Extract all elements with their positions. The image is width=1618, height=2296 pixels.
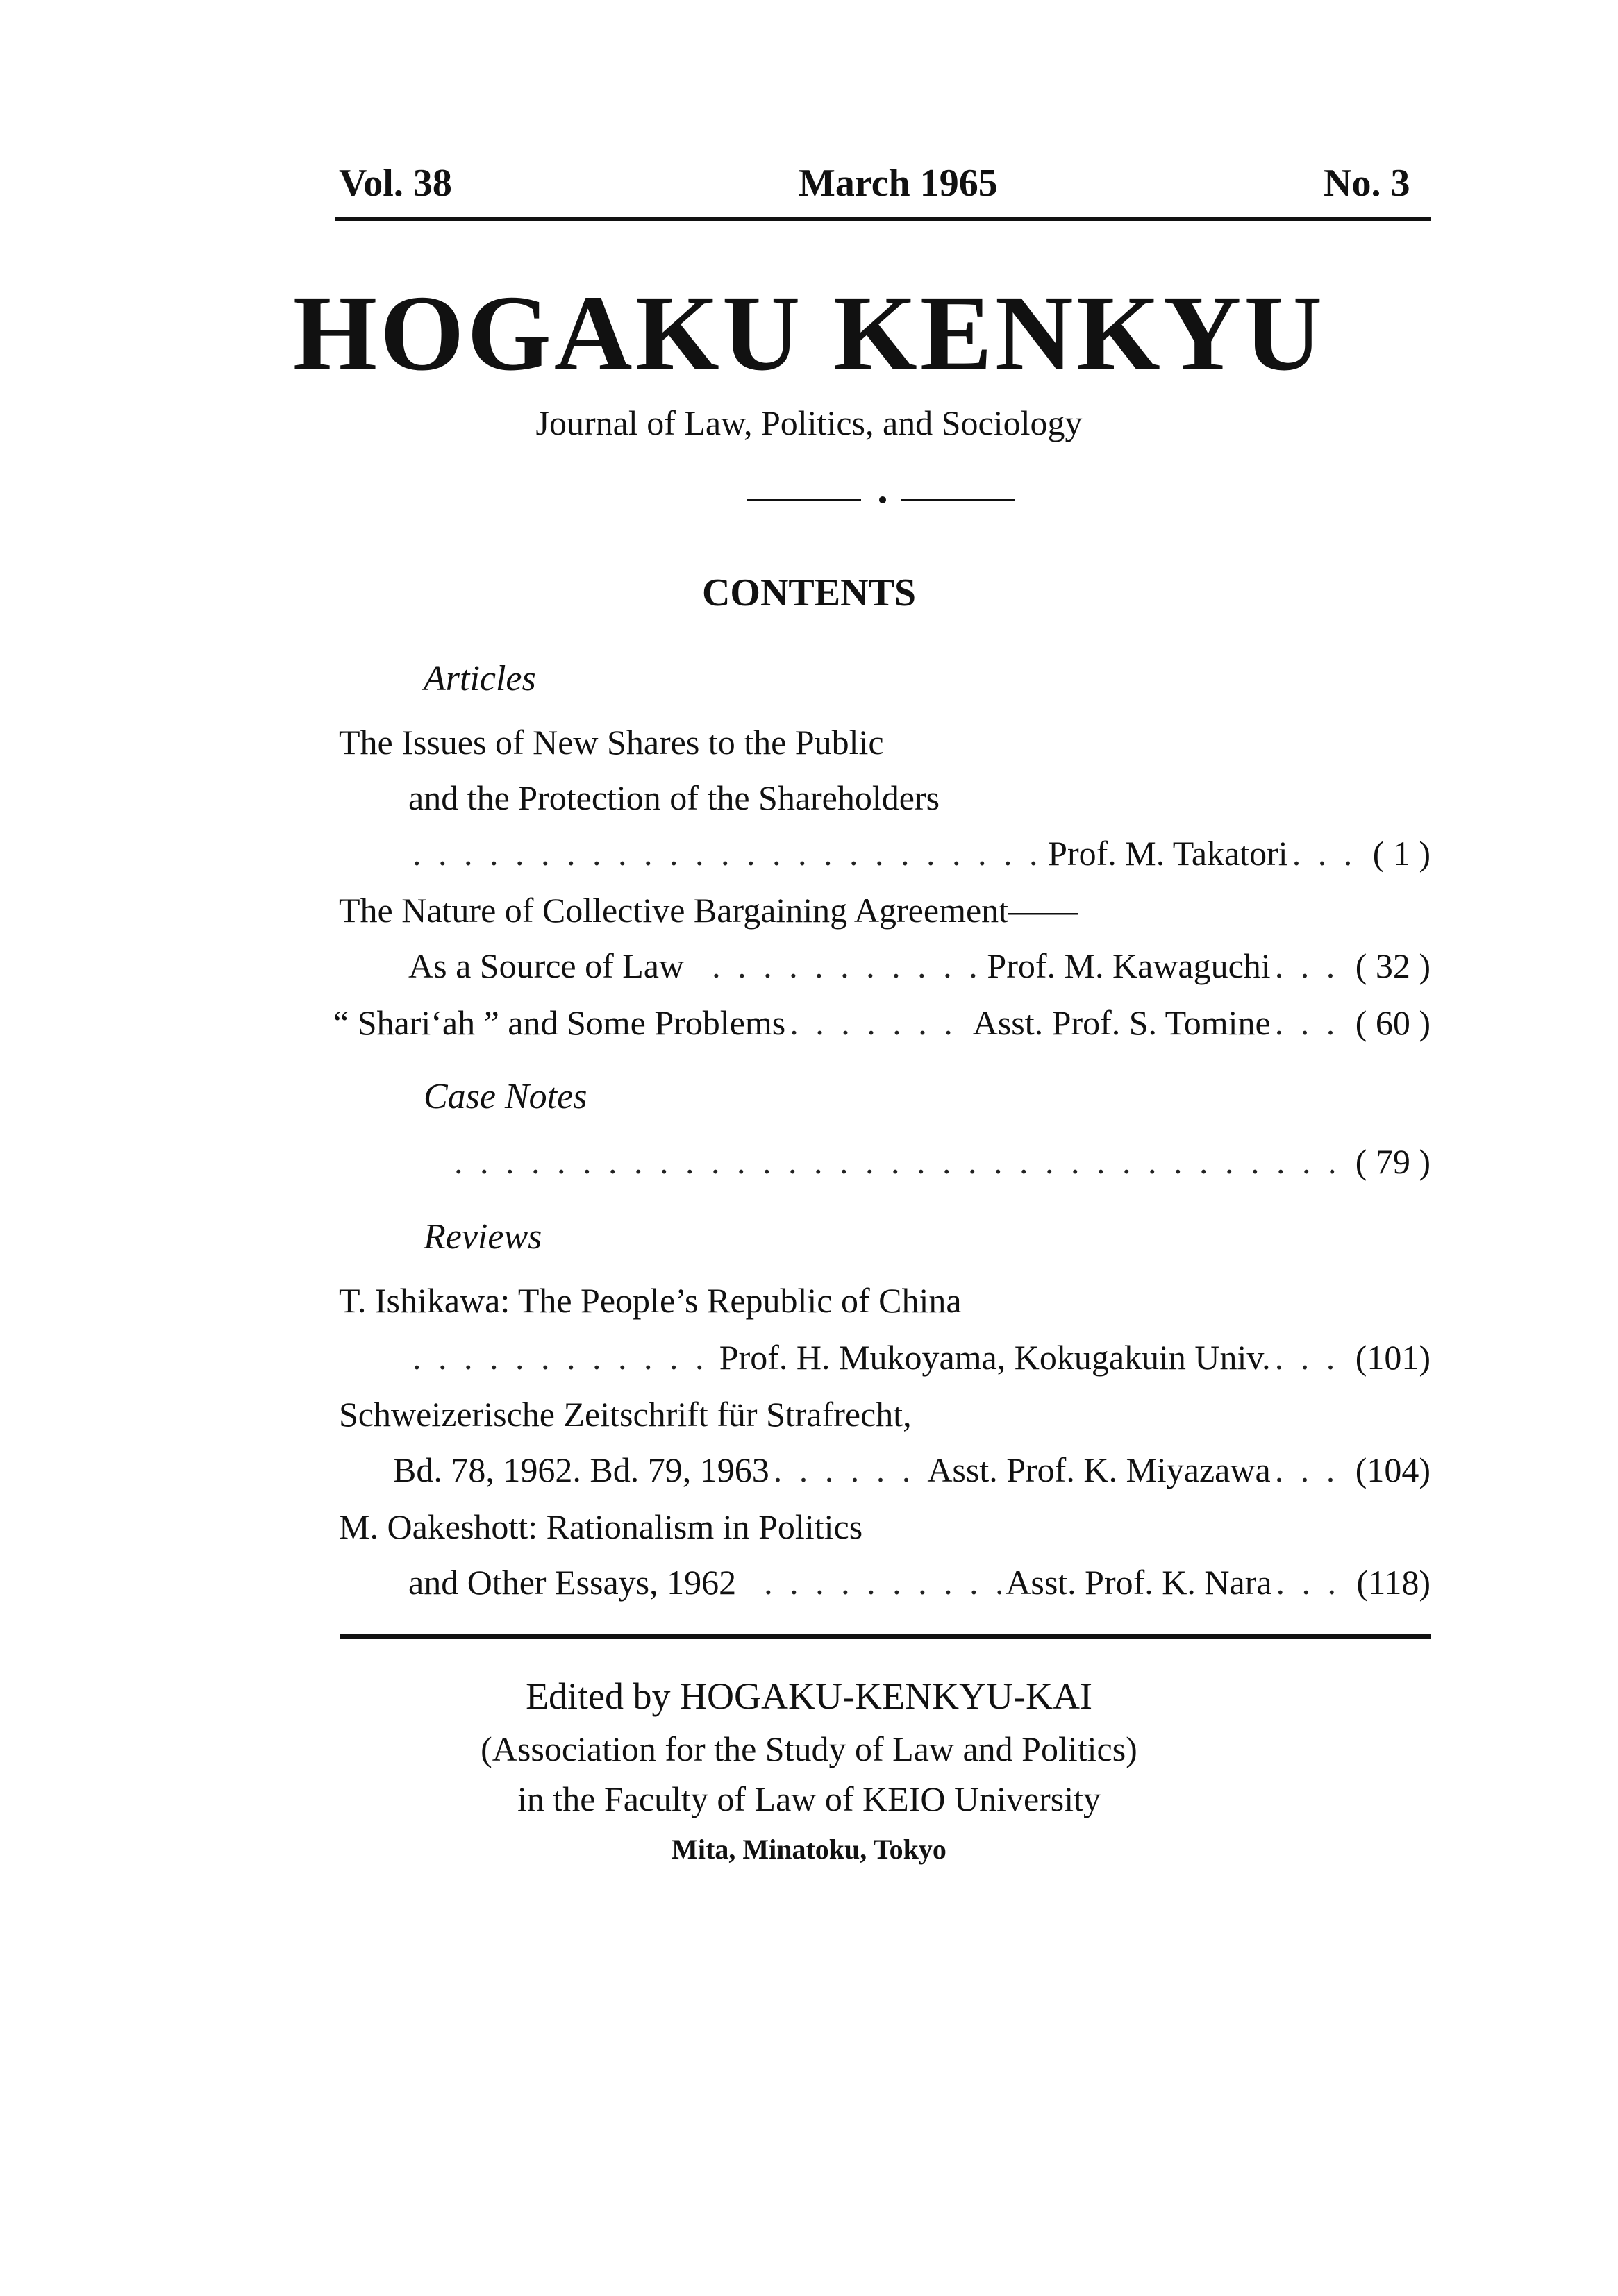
review-2-page: (104) xyxy=(1355,1450,1431,1489)
article-2-author: Prof. M. Kawaguchi xyxy=(987,946,1271,985)
editor-address: Mita, Minatoku, Tokyo xyxy=(672,1834,946,1865)
ornament-divider xyxy=(747,496,1024,504)
issue-number: No. 3 xyxy=(1324,162,1410,205)
review-1-page: (101) xyxy=(1355,1338,1431,1377)
leader-dots xyxy=(1275,1337,1351,1377)
review-1-author: Prof. H. Mukoyama, Kokugakuin Univ. xyxy=(719,1338,1271,1377)
leader-dots xyxy=(1276,1562,1353,1602)
article-1-author: Prof. M. Takatori xyxy=(1048,834,1288,873)
editor-prefix: Edited by xyxy=(526,1675,681,1717)
articles-heading: Articles xyxy=(424,659,536,698)
review-3-title-line1: M. Oakeshott: Rationalism in Politics xyxy=(339,1507,863,1546)
review-2-title-line1: Schweizerische Zeitschrift für Strafrecht, xyxy=(339,1395,912,1434)
volume-label: Vol. 38 xyxy=(339,162,452,205)
editor-faculty: in the Faculty of Law of KEIO University xyxy=(517,1779,1101,1818)
review-2-title-line2: Bd. 78, 1962. Bd. 79, 1963 xyxy=(393,1450,769,1489)
article-2-page: ( 32 ) xyxy=(1355,946,1431,985)
leader-dots xyxy=(412,1337,715,1377)
review-3-page: (118) xyxy=(1356,1563,1431,1602)
leader-dots xyxy=(790,1003,968,1043)
leader-dots xyxy=(764,1562,1001,1602)
leader-dots xyxy=(1275,1450,1351,1490)
footer-rule xyxy=(340,1634,1431,1639)
article-2-title-line2: As a Source of Law xyxy=(408,946,685,985)
article-3-title: “ Shari‘ah ” and Some Problems xyxy=(333,1003,786,1042)
editor-line xyxy=(0,1675,1618,1718)
review-3-entry xyxy=(408,1562,1431,1602)
review-3-title-line2: and Other Essays, 1962 xyxy=(408,1563,737,1602)
header-rule xyxy=(335,217,1431,221)
article-1-page: ( 1 ) xyxy=(1372,834,1431,873)
review-1-title: T. Ishikawa: The People’s Republic of China xyxy=(339,1281,962,1320)
article-2-title-line1: The Nature of Collective Bargaining Agreement—— xyxy=(339,891,1078,930)
case-notes-entry xyxy=(450,1141,1431,1182)
review-2-entry xyxy=(393,1450,1431,1490)
case-notes-heading: Case Notes xyxy=(424,1077,587,1116)
editor-association: (Association for the Study of Law and Politics) xyxy=(481,1729,1137,1768)
review-2-author: Asst. Prof. K. Miyazawa xyxy=(927,1450,1271,1489)
review-3-author: Asst. Prof. K. Nara xyxy=(1006,1563,1272,1602)
leader-dots xyxy=(1292,833,1369,873)
leader-dots xyxy=(774,1450,924,1490)
article-1-title-line2: and the Protection of the Shareholders xyxy=(408,778,940,817)
article-3-author: Asst. Prof. S. Tomine xyxy=(972,1003,1271,1042)
leader-dots xyxy=(712,946,983,986)
leader-dots xyxy=(1275,946,1351,986)
leader-dots xyxy=(454,1141,1335,1182)
article-1-entry xyxy=(408,833,1431,873)
article-2-entry xyxy=(408,946,1431,986)
article-3-page: ( 60 ) xyxy=(1355,1003,1431,1042)
review-1-entry xyxy=(408,1337,1431,1377)
editor-name: HOGAKU-KENKYU-KAI xyxy=(680,1675,1092,1717)
case-notes-page: ( 79 ) xyxy=(1355,1142,1431,1181)
journal-title: HOGAKU KENKYU xyxy=(292,273,1326,393)
reviews-heading: Reviews xyxy=(424,1217,542,1257)
leader-dots xyxy=(1275,1003,1351,1043)
article-1-title-line1: The Issues of New Shares to the Public xyxy=(339,723,884,762)
leader-dots xyxy=(412,833,1044,873)
journal-subtitle: Journal of Law, Politics, and Sociology xyxy=(535,403,1083,442)
contents-heading: CONTENTS xyxy=(701,571,917,614)
issue-date: March 1965 xyxy=(799,162,998,205)
article-3-entry xyxy=(333,1003,1431,1043)
